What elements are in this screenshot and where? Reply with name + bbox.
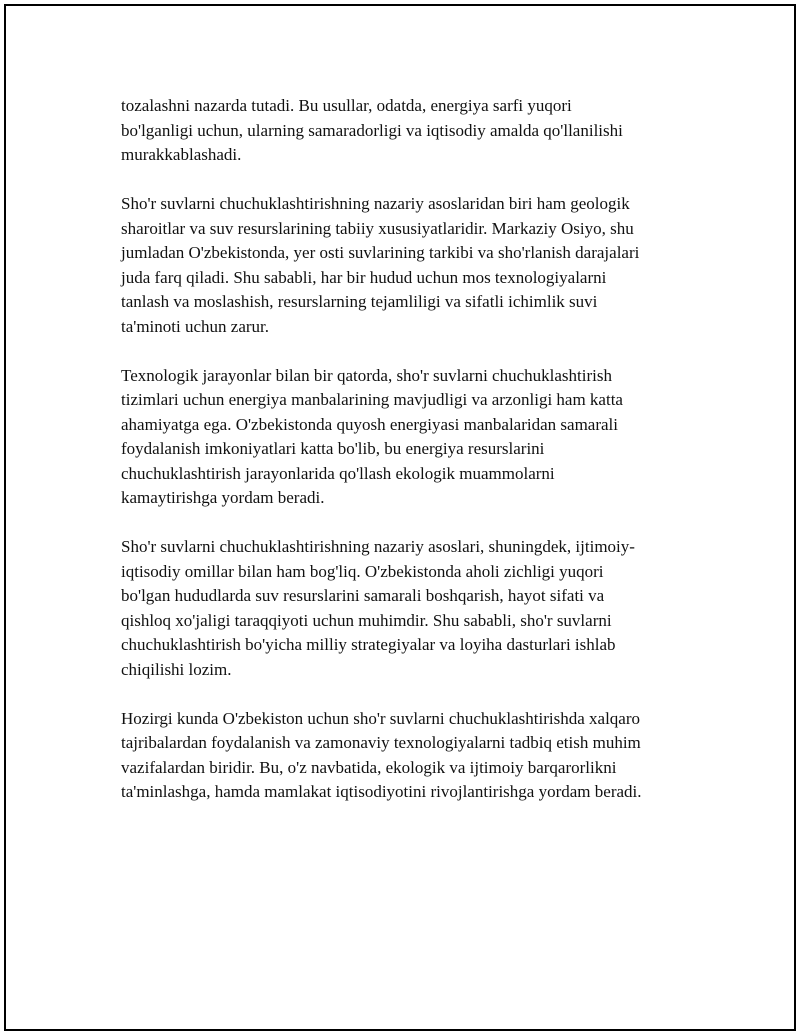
paragraph: Texnologik jarayonlar bilan bir qatorda, sho'r suvlarni chuchuklashtirish tizimlari uchun energiya manbalarining mavjudligi va arzonligi ham katta ahamiyatga ega. O'zbekistonda quyosh energiyasi manbalaridan samarali foydalanish imkoniyatlari katta bo'lib, bu energiya resurslarini chuchuklashtirish jarayonlarida qo'llash ekologik muammolarni kamaytirishga yordam beradi.: [121, 365, 623, 507]
paragraph: tozalashni nazarda tutadi. Bu usullar, odatda, energiya sarfi yuqori bo'lganligi uchun, ularning samaradorligi va iqtisodiy amalda qo'llanilishi murakkablashadi.: [121, 96, 623, 164]
paragraph: Sho'r suvlarni chuchuklashtirishning nazariy asoslaridan biri ham geologik sharoitlar va suv resurslarining tabiiy xususiyatlaridir. Markaziy Osiyo, shu jumladan O'zbekistonda, yer osti suvlarining tarkibi va sho'rlanish darajalari juda farq qiladi. Shu sababli, har bir hudud uchun mos texnologiyalarni tanlash va moslashish, resurslarning tejamliligi va sifatli ichimlik suvi ta'minoti uchun zarur.: [121, 194, 640, 336]
page-border: [4, 4, 796, 1031]
paragraph: Hozirgi kunda O'zbekiston uchun sho'r suvlarni chuchuklashtirishda xalqaro tajribalardan foydalanish va zamonaviy texnologiyalarni tadbiq etish muhim vazifalardan biridir. Bu, o'z navbatida, ekologik va ijtimoiy barqarorlikni ta'minlashga, hamda mamlakat iqtisodiyotini rivojlantirishga yordam beradi.: [121, 708, 642, 801]
paragraph: Sho'r suvlarni chuchuklashtirishning nazariy asoslari, shuningdek, ijtimoiy- iqtisodiy omillar bilan ham bog'liq. O'zbekistonda aholi zichligi yuqori bo'lgan hududlarda suv resurslarini samarali boshqarish, hayot sifati va qishloq xo'jaligi taraqqiyoti uchun muhimdir. Shu sababli, sho'r suvlarni chuchuklashtirish bo'yicha milliy strategiyalar va loyiha dasturlari ishlab chiqilishi lozim.: [121, 537, 635, 679]
document-body: [121, 94, 696, 829]
